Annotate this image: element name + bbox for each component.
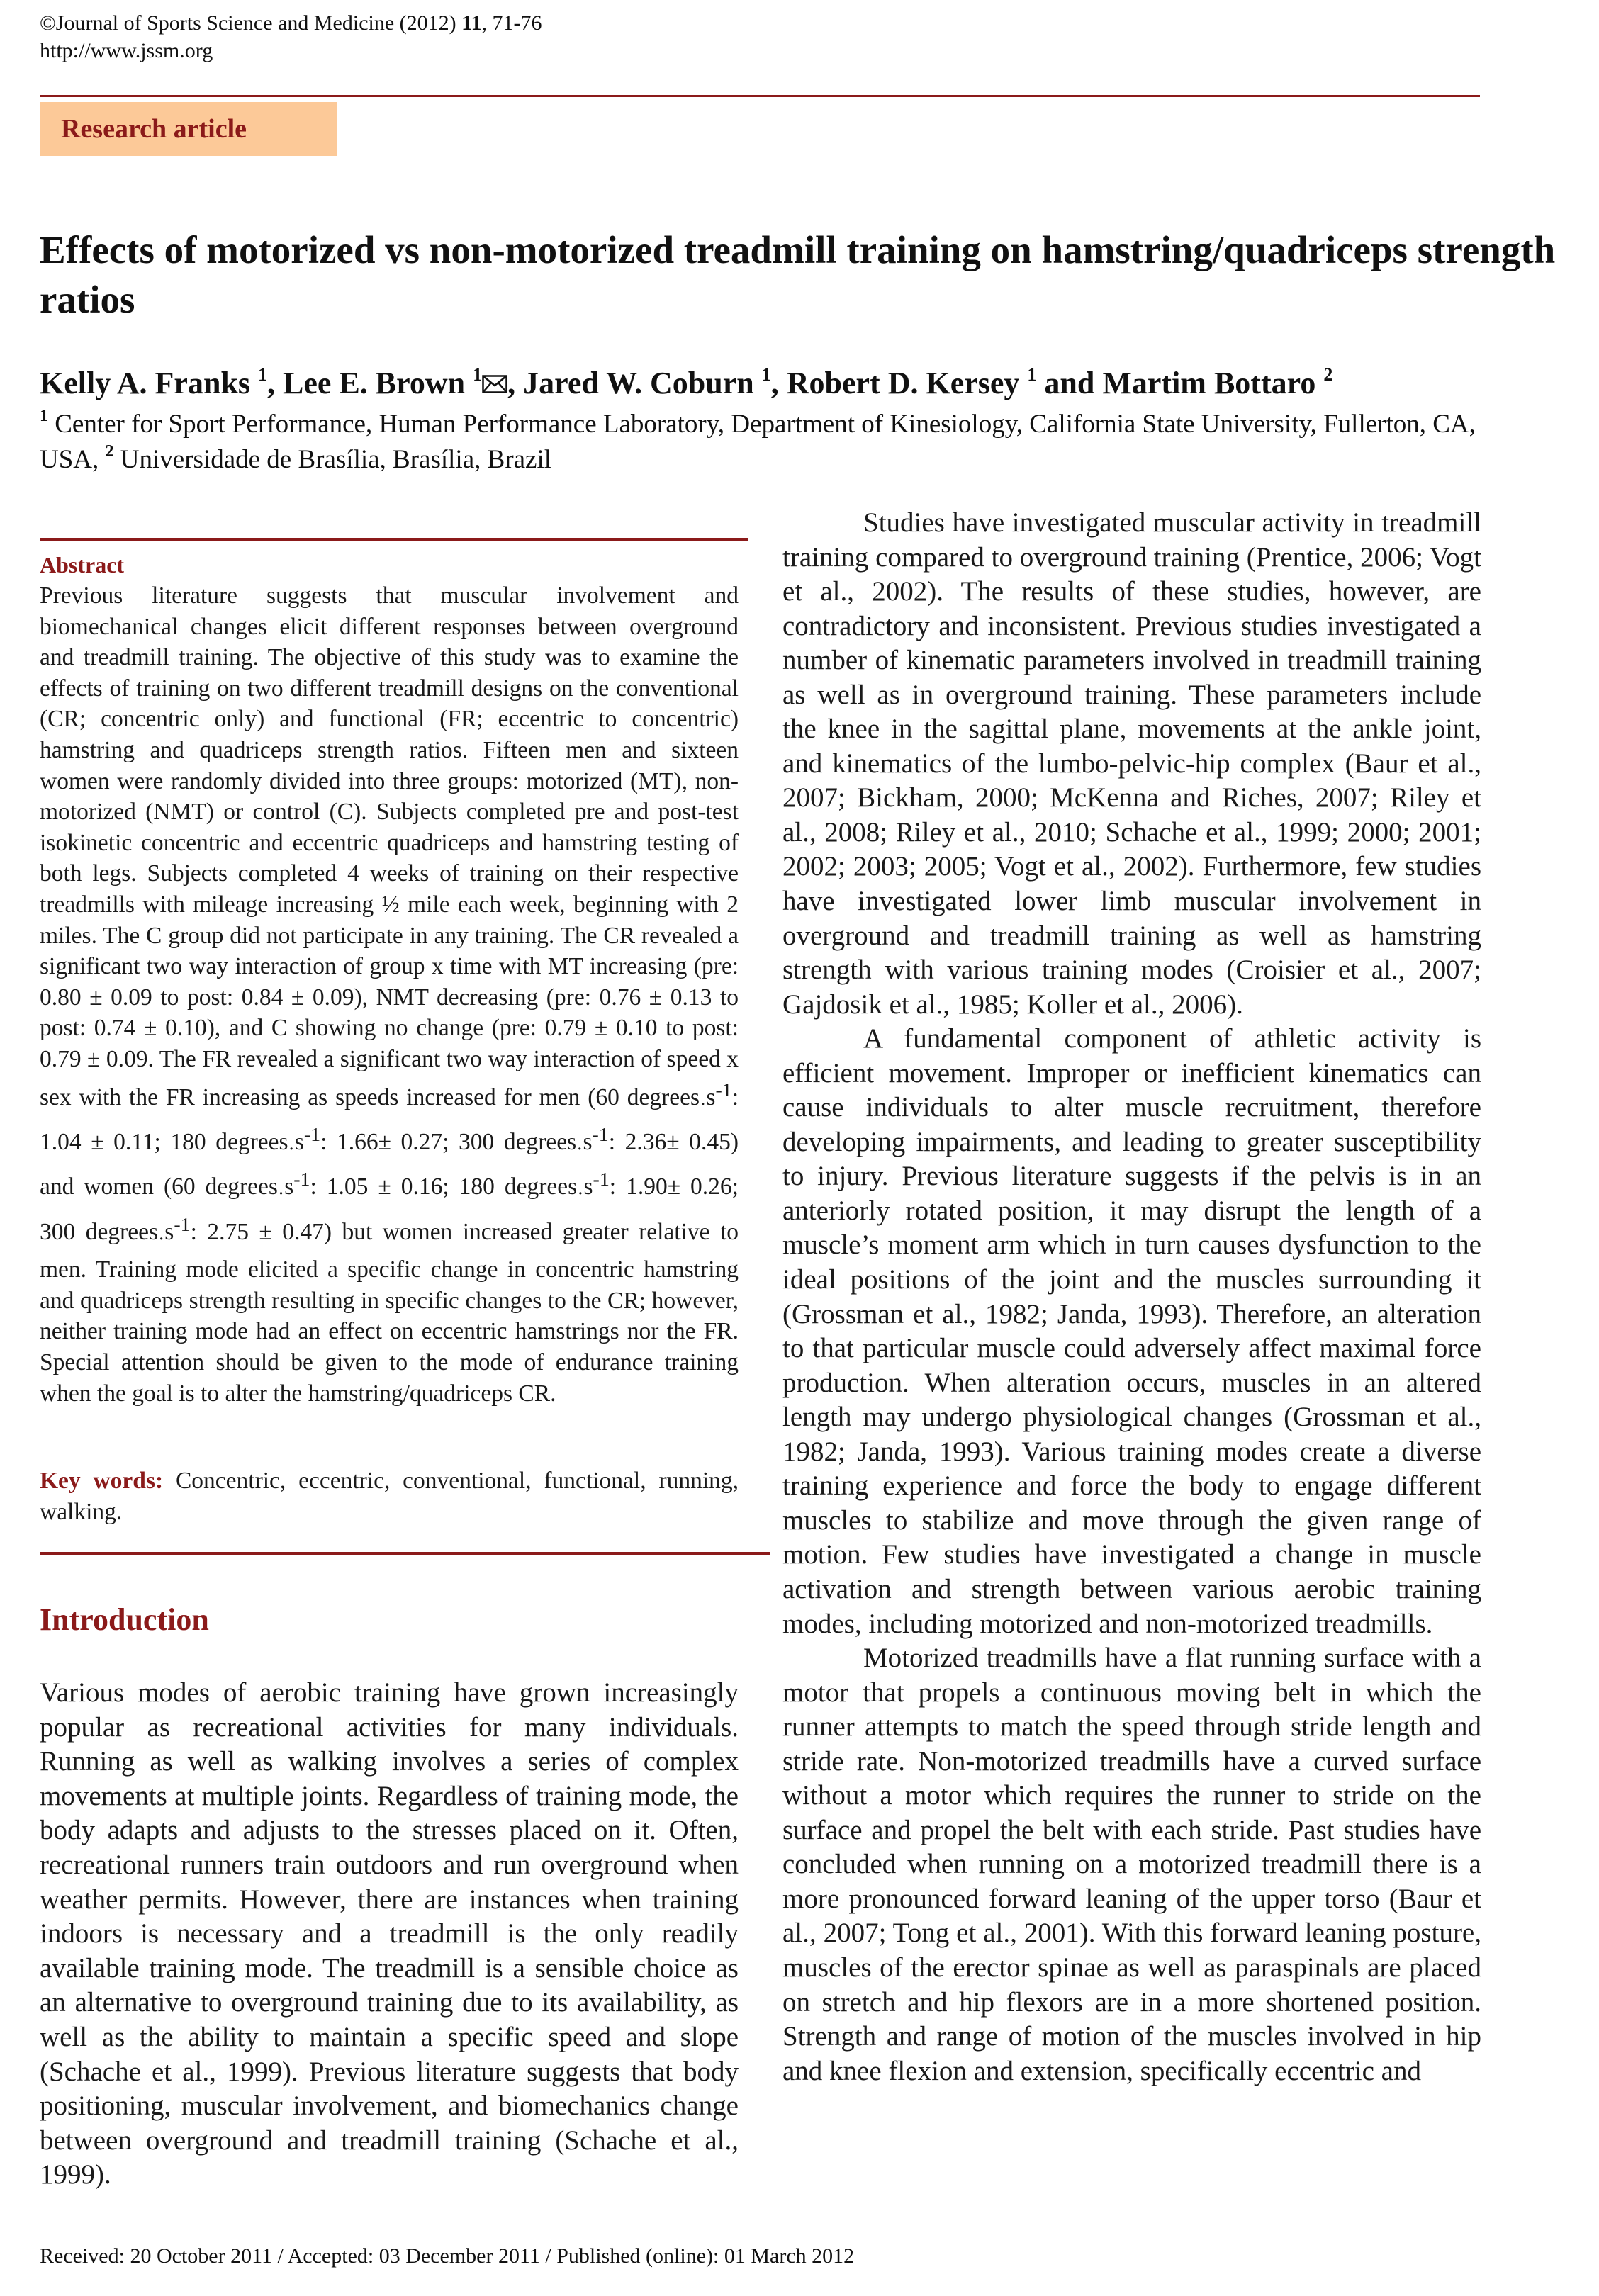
right-column bbox=[782, 506, 1481, 2088]
unit-s: s bbox=[706, 1084, 716, 1110]
abstract-top-rule bbox=[40, 538, 748, 541]
header-divider bbox=[40, 95, 1480, 97]
unit-dot: · bbox=[277, 1183, 285, 1205]
journal-volume: 11 bbox=[461, 11, 482, 35]
abstract-bottom-rule bbox=[40, 1552, 770, 1555]
keywords-text: Concentric, eccentric, conventional, functional, running, walking. bbox=[40, 1468, 739, 1525]
unit-exp: -1 bbox=[303, 1123, 321, 1146]
unit-s: s bbox=[583, 1174, 593, 1200]
abstract-text: : 2.75 ± 0.47) but women increased greater relative to men. Training mode elicited a specific change in concentric hamstring and quadriceps strength resulting in specific changes to the CR; however, neither training mode had an effect on eccentric hamstrings nor the FR. Special attention should be given to the mode of endurance training when the goal is to alter the hamstring/quadriceps CR. bbox=[40, 1218, 739, 1407]
article-title: Effects of motorized vs non-motorized treadmill training on hamstring/quadriceps strength ratios bbox=[40, 228, 1556, 321]
affil-ref: 1 bbox=[761, 364, 771, 385]
affil-text: Universidade de Brasília, Brasília, Brazil bbox=[113, 445, 552, 474]
article-type-badge: Research article bbox=[40, 102, 337, 156]
abstract-heading: Abstract bbox=[40, 552, 125, 578]
unit-s: s bbox=[164, 1218, 174, 1245]
abstract-body bbox=[40, 580, 739, 1409]
unit-dot: · bbox=[576, 1137, 583, 1160]
journal-url[interactable]: http://www.jssm.org bbox=[40, 39, 213, 62]
affiliations bbox=[40, 407, 1500, 478]
author-name: , Robert D. Kersey bbox=[770, 366, 1028, 400]
affil-ref: 1 bbox=[473, 364, 483, 385]
introduction-paragraph-4: Motorized treadmills have a flat running surface with a motor that propels a continuous moving belt in which the runner attempts to match the speed through stride length and stride rate. Non-motorized treadmills have a curved surface without a motor which requires the runner to stride on the surface and propel the belt with each stride. Past studies have concluded when running on a motorized treadmill there is a more pronounced forward leaning of the upper torso (Baur et al., 2007; Tong et al., 2001). With this forward leaning posture, muscles of the erector spinae as well as paraspinals are placed on stretch and hip flexors are in a more shortened position. Strength and range of motion of the muscles involved in hip and knee flexion and extension, specifically eccentric and bbox=[782, 1643, 1481, 2086]
unit-exp: -1 bbox=[715, 1079, 732, 1101]
author-name: , Lee E. Brown bbox=[267, 366, 473, 400]
unit-exp: -1 bbox=[293, 1169, 310, 1191]
unit-dot: · bbox=[577, 1183, 584, 1205]
introduction-paragraph-2: Studies have investigated muscular activity in treadmill training compared to overground training (Prentice, 2006; Vogt et al., 2002). The results of these studies, however, are contradictory and inconsistent. Previous studies investigated a number of kinematic parameters involved in treadmill training as well as in overground training. These parameters include the knee in the sagittal plane, movements at the ankle joint, and kinematics of the lumbo-pelvic-hip complex (Baur et al., 2007; Bickham, 2000; McKenna and Riches, 2007; Riley et al., 2008; Riley et al., 2010; Schache et al., 1999; 2000; 2001; 2002; 2003; 2005; Vogt et al., 2002). Furthermore, few studies have investigated lower limb muscular involvement in overground and treadmill training as well as hamstring strength with various training modes (Croisier et al., 2007; Gajdosik et al., 1985; Koller et al., 2006). bbox=[782, 507, 1481, 1020]
journal-citation bbox=[40, 10, 542, 37]
author-list bbox=[40, 364, 1332, 403]
unit-exp: -1 bbox=[592, 1123, 609, 1146]
affil-marker: 2 bbox=[105, 442, 114, 461]
abstract-text: : 1.66± 0.27; 300 degrees bbox=[320, 1129, 577, 1156]
introduction-paragraph-3: A fundamental component of athletic activity is efficient movement. Improper or inefficient kinematics can cause individuals to alter muscle recruitment, therefore developing impairments, and leading to greater susceptibility to injury. Previous literature suggests if the pelvis is in an anteriorly rotated position, it may disrupt the length of a muscle’s moment arm which in turn causes dysfunction to the ideal positions of the joint and the muscles surrounding it (Grossman et al., 1982; Janda, 1993). Therefore, an alteration to that particular muscle could adversely affect maximal force production. When alteration occurs, muscles in an altered length may undergo physiological changes (Grossman et al., 1982; Janda, 1993). Various training modes create a diverse training experience and force the body to engage different muscles to stabilize and move through the given range of motion. Few studies have investigated a change in muscle activation and strength between various aerobic training modes, including motorized and non-motorized treadmills. bbox=[782, 1023, 1481, 1639]
keywords bbox=[40, 1465, 739, 1528]
author-name: Kelly A. Franks bbox=[40, 366, 259, 400]
author-name: and Martim Bottaro bbox=[1036, 366, 1324, 400]
abstract-text: : 1.05 ± 0.16; 180 degrees bbox=[310, 1174, 578, 1200]
affil-ref: 2 bbox=[1323, 364, 1333, 385]
introduction-heading: Introduction bbox=[40, 1602, 209, 1637]
unit-dot: · bbox=[288, 1137, 295, 1160]
journal-pages: , 71-76 bbox=[481, 11, 542, 35]
abstract-text: Previous literature suggests that muscular involvement and biomechanical changes elicit different responses between overground and treadmill training. The objective of this study was to examine the effects of training on two different treadmill designs on the conventional (CR; concentric only) and functional (FR; eccentric to concentric) hamstring and quadriceps strength ratios. Fifteen men and sixteen women were randomly divided into three groups: motorized (MT), non-motorized (NMT) or control (C). Subjects completed pre and post-test isokinetic concentric and eccentric quadriceps and hamstring testing of both legs. Subjects completed 4 weeks of training on their respective treadmills with mileage increasing ½ mile each week, beginning with 2 miles. The C group did not participate in any training. The CR revealed a significant two way interaction of group x time with MT increasing (pre: 0.80 ± 0.09 to post: 0.84 ± 0.09), NMT decreasing (pre: 0.76 ± 0.13 to post: 0.74 ± 0.10), and C showing no change (pre: 0.79 ± 0.10 to post: 0.79 ± 0.09. The FR revealed a significant two way interaction of speed x sex with the FR increasing as speeds increased for men (60 degrees bbox=[40, 583, 739, 1110]
publication-dates: Received: 20 October 2011 / Accepted: 03 December 2011 / Published (online): 01 March 2012 bbox=[40, 2244, 855, 2268]
unit-dot: · bbox=[158, 1227, 165, 1250]
unit-s: s bbox=[294, 1129, 304, 1156]
introduction-paragraph-1: Various modes of aerobic training have grown increasingly popular as recreational activities for many individuals. Running as well as walking involves a series of complex movements at multiple joints. Regardless of training mode, the body adapts and adjusts to the stresses placed on it. Often, recreational runners train outdoors and run overground when weather permits. However, there are instances when training indoors is necessary and a treadmill is the only readily available training mode. The treadmill is a sensible choice as an alternative to overground training due to its availability, as well as the ability to maintain a specific speed and slope (Schache et al., 1999). Previous literature suggests that body positioning, muscular involvement, and biomechanics change between overground and treadmill training (Schache et al., 1999). bbox=[40, 1677, 739, 2190]
citation-prefix: ©Journal of Sports Science and Medicine (2012) bbox=[40, 11, 462, 35]
abstract-text: : 2.36± 0.45) and women (60 degrees bbox=[40, 1129, 739, 1200]
envelope-icon[interactable] bbox=[482, 364, 507, 382]
author-name: , Jared W. Coburn bbox=[507, 366, 762, 400]
affil-marker: 1 bbox=[40, 407, 48, 425]
unit-exp: -1 bbox=[593, 1169, 610, 1191]
unit-exp: -1 bbox=[174, 1213, 191, 1236]
unit-s: s bbox=[583, 1129, 593, 1156]
unit-s: s bbox=[284, 1174, 294, 1200]
affil-ref: 1 bbox=[1027, 364, 1037, 385]
affil-ref: 1 bbox=[258, 364, 268, 385]
keywords-label: Key words: bbox=[40, 1468, 164, 1494]
affil-text: Center for Sport Performance, Human Performance Laboratory, Department of Kinesiology, California State University, Fullerton, CA, USA, bbox=[40, 410, 1476, 474]
unit-dot: · bbox=[700, 1093, 707, 1115]
abstract-text: : 1.90± 0.26; 300 degrees bbox=[40, 1174, 739, 1245]
abstract-text: : 1.04 ± 0.11; 180 degrees bbox=[40, 1084, 739, 1156]
